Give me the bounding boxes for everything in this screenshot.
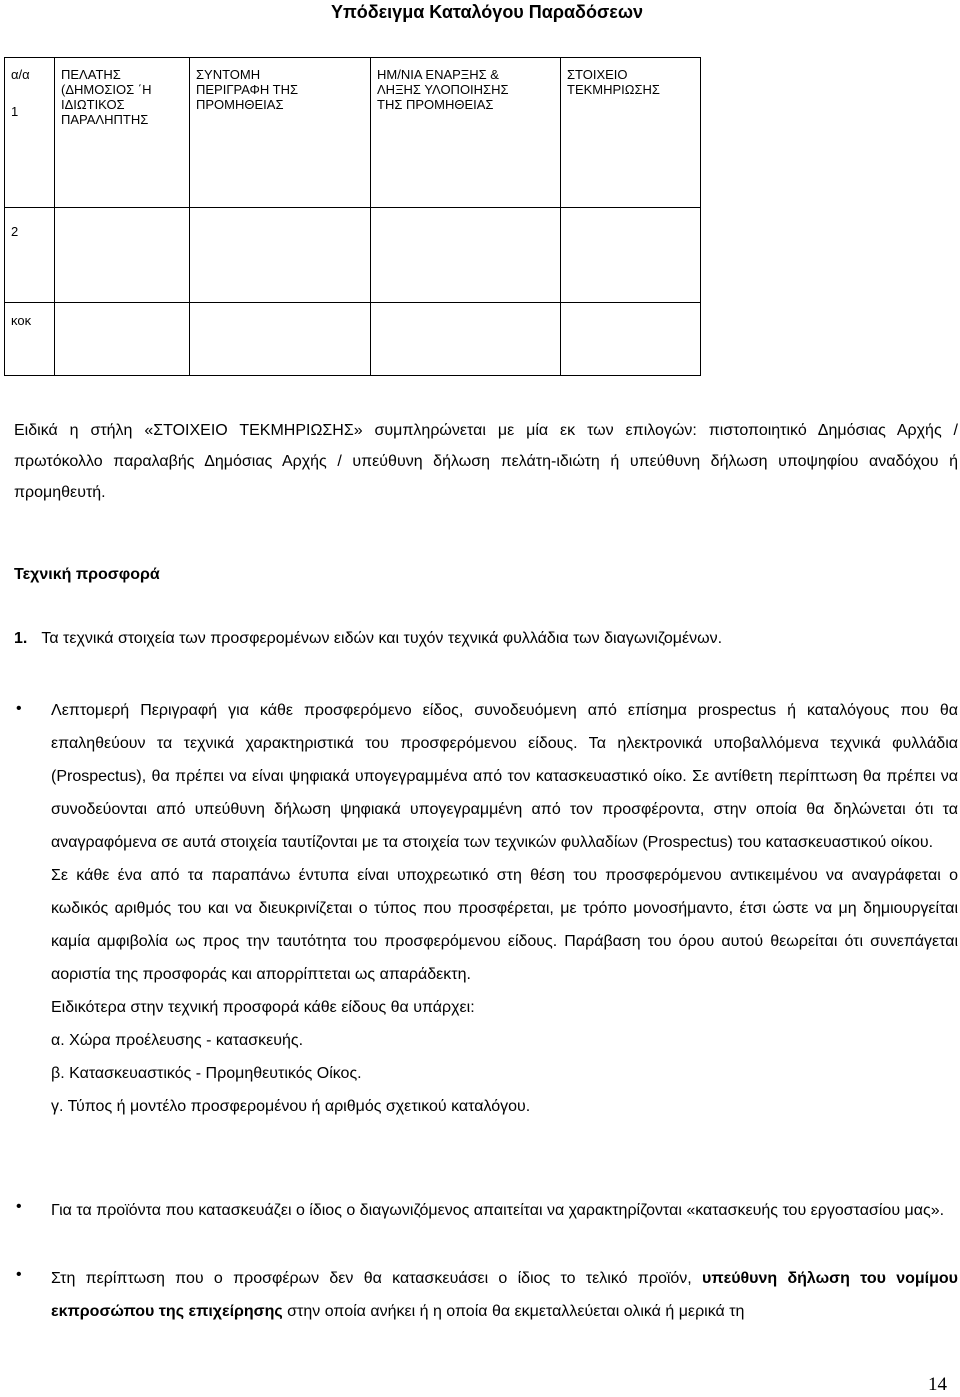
item-text: Τα τεχνικά στοιχεία των προσφερομένων ειδών και τυχόν τεχνικά φυλλάδια των διαγωνιζομένων. bbox=[41, 630, 723, 647]
table-cell bbox=[190, 208, 371, 303]
page-title: Υπόδειγμα Καταλόγου Παραδόσεων bbox=[330, 2, 644, 22]
list-item: β. Κατασκευαστικός - Προμηθευτικός Οίκος. bbox=[51, 1065, 362, 1082]
header-cell-evidence bbox=[561, 58, 701, 208]
table-cell bbox=[371, 208, 561, 303]
row-number-1: 1 bbox=[11, 104, 19, 119]
bullet-icon: • bbox=[16, 1198, 22, 1215]
header-cell-customer bbox=[55, 58, 190, 208]
evidence-column-note: Ειδικά η στήλη «ΣΤΟΙΧΕΙΟ ΤΕΚΜΗΡΙΩΣΗΣ» συμπληρώνεται με μία εκ των επιλογών: πιστοποιητικό Δημόσιας Αρχής / πρωτόκολλο παραλαβής Δημόσιας Αρχής / υπεύθυνη δήλωση πελάτη-ιδιώτη ή υπεύθυνη δήλωση υποψηφίου αναδόχου ή προμηθευτή. bbox=[14, 422, 958, 501]
list-item: α. Χώρα προέλευσης - κατασκευής. bbox=[51, 1032, 304, 1049]
table-cell bbox=[190, 303, 371, 376]
table-cell bbox=[371, 303, 561, 376]
header-evidence-line: ΤΕΚΜΗΡΙΩΣΗΣ bbox=[567, 82, 660, 97]
table-cell bbox=[561, 208, 701, 303]
header-evidence-line: ΣΤΟΙΧΕΙΟ bbox=[567, 67, 628, 82]
table-cell bbox=[55, 208, 190, 303]
row-etc-label: κοκ bbox=[5, 303, 55, 376]
header-description-line: ΣΥΝΤΟΜΗ bbox=[196, 67, 261, 82]
header-description-line: ΠΡΟΜΗΘΕΙΑΣ bbox=[196, 97, 284, 112]
paragraph: Ειδικότερα στην τεχνική προσφορά κάθε είδους θα υπάρχει: bbox=[51, 999, 475, 1016]
item-number: 1. bbox=[14, 630, 28, 647]
header-customer-line: ΙΔΙΩΤΙΚΟΣ bbox=[61, 97, 125, 112]
section-title-technical-offer: Τεχνική προσφορά bbox=[14, 566, 160, 583]
bullet-icon: • bbox=[16, 1266, 22, 1283]
row-number-2: 2 bbox=[5, 208, 55, 303]
header-dates-line: ΤΗΣ ΠΡΟΜΗΘΕΙΑΣ bbox=[377, 97, 494, 112]
table-cell bbox=[55, 303, 190, 376]
table-row bbox=[5, 208, 701, 303]
table-cell bbox=[561, 303, 701, 376]
header-cell-description bbox=[190, 58, 371, 208]
header-cell-dates bbox=[371, 58, 561, 208]
header-dates-line: ΛΗΞΗΣ ΥΛΟΠΟΙΗΣΗΣ bbox=[377, 82, 509, 97]
paragraph bbox=[51, 1262, 958, 1328]
header-customer-line: ΠΕΛΑΤΗΣ bbox=[61, 67, 121, 82]
bullet-icon: • bbox=[16, 700, 22, 717]
list-item: γ. Τύπος ή μοντέλο προσφερομένου ή αριθμός σχετικού καταλόγου. bbox=[51, 1098, 531, 1115]
bullet-item-own-manufacture bbox=[51, 1194, 958, 1227]
text-segment: στην οποία ανήκει ή η οποία θα εκμεταλλεύεται ολικά ή μερικά τη bbox=[282, 1303, 745, 1320]
table-header-row bbox=[5, 58, 701, 208]
page-number: 14 bbox=[928, 1374, 947, 1395]
paragraph: Λεπτομερή Περιγραφή για κάθε προσφερόμενο είδος, συνοδευόμενη από επίσημα prospectus ή καταλόγους που θα επαληθεύουν τα τεχνικά χαρακτηριστικά του προσφερόμενου είδους. Τα ηλεκτρονικά υποβαλλόμενα τεχνικά φυλλάδια (Prospectus), θα πρέπει να είναι ψηφιακά υπογεγραμμένα από τον κατασκευαστικό οίκο. Σε αντίθετη περίπτωση θα πρέπει να συνοδεύονται από υπεύθυνη δήλωση ψηφιακά υπογεγραμμένη από τον προσφέροντα, στην οποία θα δηλώνεται ότι τα αναγραφόμενα σε αυτά στοιχεία ταυτίζονται με τα στοιχεία των τεχνικών φυλλαδίων (Prospectus) του κατασκευαστικού οίκου. bbox=[51, 702, 958, 851]
paragraph: Για τα προϊόντα που κατασκευάζει ο ίδιος ο διαγωνιζόμενος απαιτείται να χαρακτηρίζονται «κατασκευής του εργοστασίου μας». bbox=[51, 1202, 945, 1219]
header-customer-line: (ΔΗΜΟΣΙΟΣ ΄Η bbox=[61, 82, 152, 97]
paragraph: Σε κάθε ένα από τα παραπάνω έντυπα είναι υποχρεωτικό στη θέση του προσφερόμενου αντικειμένου να αναγράφεται ο κωδικός αριθμός του και να διευκρινίζεται ο τύπος που προσφέρεται, με τρόπο μονοσήμαντο, έτσι ώστε να μη δημιουργείται καμία αμφιβολία ως προς την ταυτότητα του προσφερόμενου είδους. Παράβαση του όρου αυτού θεωρείται ότι συνεπάγεται αοριστία της προσφοράς και απορρίπτεται ως απαράδεκτη. bbox=[51, 867, 958, 983]
bold-text-segment: υπεύθυνη δήλωση του νομίμου εκπροσώπου της επιχείρησης bbox=[51, 1270, 958, 1320]
header-serial-label: α/α bbox=[11, 67, 30, 82]
header-dates-line: ΗΜ/ΝΙΑ ΕΝΑΡΞΗΣ & bbox=[377, 67, 499, 82]
table-row bbox=[5, 303, 701, 376]
text-segment: Στη περίπτωση που ο προσφέρων δεν θα κατασκευάσει ο ίδιος το τελικό προϊόν, bbox=[51, 1270, 703, 1287]
bullet-item-third-party-manufacture bbox=[51, 1262, 958, 1328]
header-description-line: ΠΕΡΙΓΡΑΦΗ ΤΗΣ bbox=[196, 82, 299, 97]
bullet-item-detailed-description bbox=[51, 694, 958, 1123]
delivery-catalog-table bbox=[4, 57, 701, 376]
numbered-item-1 bbox=[14, 630, 722, 648]
header-cell-serial bbox=[5, 58, 55, 208]
header-customer-line: ΠΑΡΑΛΗΠΤΗΣ bbox=[61, 112, 149, 127]
